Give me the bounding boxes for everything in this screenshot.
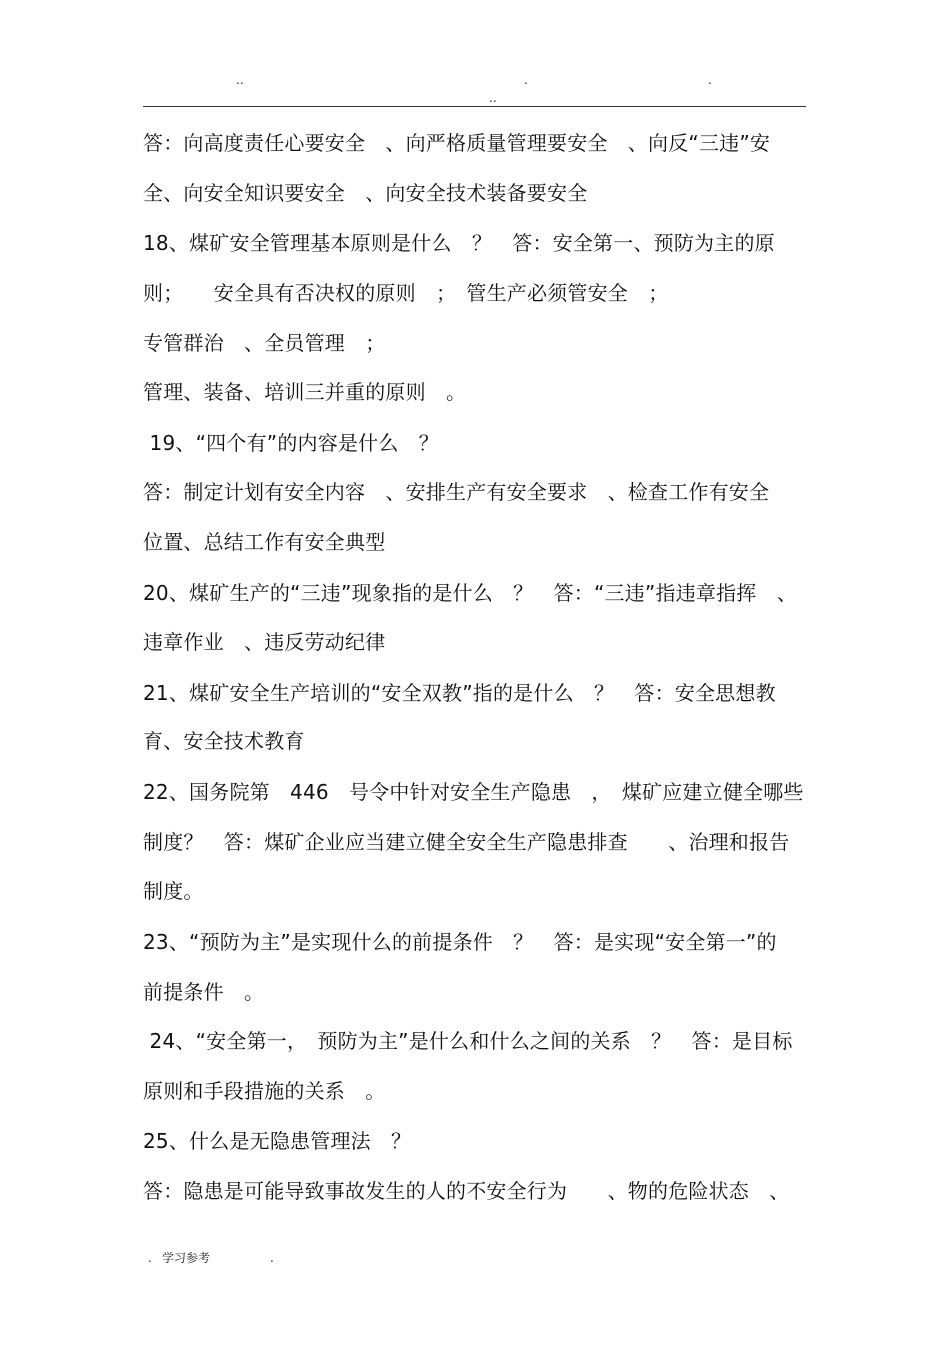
text-line: 答：隐患是可能导致事故发生的人的不安全行为 、物的危险状态 、: [143, 1179, 790, 1203]
text-line: 答：向高度责任心要安全 、向严格质量管理要安全 、向反“三违”安: [143, 131, 771, 155]
text-line: 管理、装备、培训三并重的原则 。: [143, 380, 467, 404]
text-line: 制度？ 答：煤矿企业应当建立健全安全生产隐患排查 、治理和报告: [143, 830, 790, 854]
text-line: 违章作业 、违反劳动纪律: [143, 630, 386, 654]
text-line: 22、国务院第 446 号令中针对安全生产隐患 ， 煤矿应建立健全哪些: [143, 780, 804, 804]
text-line: 专管群治 、全员管理 ；: [143, 331, 386, 355]
header-rule: [143, 106, 806, 107]
text-line: 24、“安全第一， 预防为主”是什么和什么之间的关系 ？ 答：是目标: [143, 1029, 793, 1053]
header-mark-under: ..: [489, 91, 497, 105]
text-line: 全、向安全知识要安全 、向安全技术装备要安全: [143, 181, 588, 205]
text-line: 19、“四个有”的内容是什么 ？: [143, 431, 439, 455]
header-mark-left: ..: [236, 73, 244, 87]
header-mark-right: .: [708, 73, 712, 87]
header-mark-mid: .: [524, 73, 528, 87]
text-line: 答：制定计划有安全内容 、安排生产有安全要求 、检查工作有安全: [143, 480, 770, 504]
text-line: 18、煤矿安全管理基本原则是什么 ？ 答：安全第一、预防为主的原: [143, 231, 775, 255]
footer-dot-right: .: [270, 1251, 274, 1265]
text-line: 位置、总结工作有安全典型: [143, 530, 386, 554]
footer-dot-left: .: [148, 1251, 152, 1265]
text-line: 则； 安全具有否决权的原则 ； 管生产必须管安全 ；: [143, 281, 669, 305]
text-line: 20、煤矿生产的“三违”现象指的是什么 ？ 答：“三违”指违章指挥 、: [143, 581, 797, 605]
text-line: 制度。: [143, 879, 204, 903]
text-line: 育、安全技术教育: [143, 729, 305, 753]
text-line: 23、“预防为主”是实现什么的前提条件 ？ 答：是实现“安全第一”的: [143, 930, 777, 954]
text-line: 前提条件 。: [143, 980, 265, 1004]
text-line: 21、煤矿安全生产培训的“安全双教”指的是什么 ？ 答：安全思想教: [143, 681, 776, 705]
text-line: 原则和手段措施的关系 。: [143, 1079, 386, 1103]
footer-label: 学习参考: [162, 1251, 211, 1265]
text-line: 25、什么是无隐患管理法 ？: [143, 1129, 412, 1153]
